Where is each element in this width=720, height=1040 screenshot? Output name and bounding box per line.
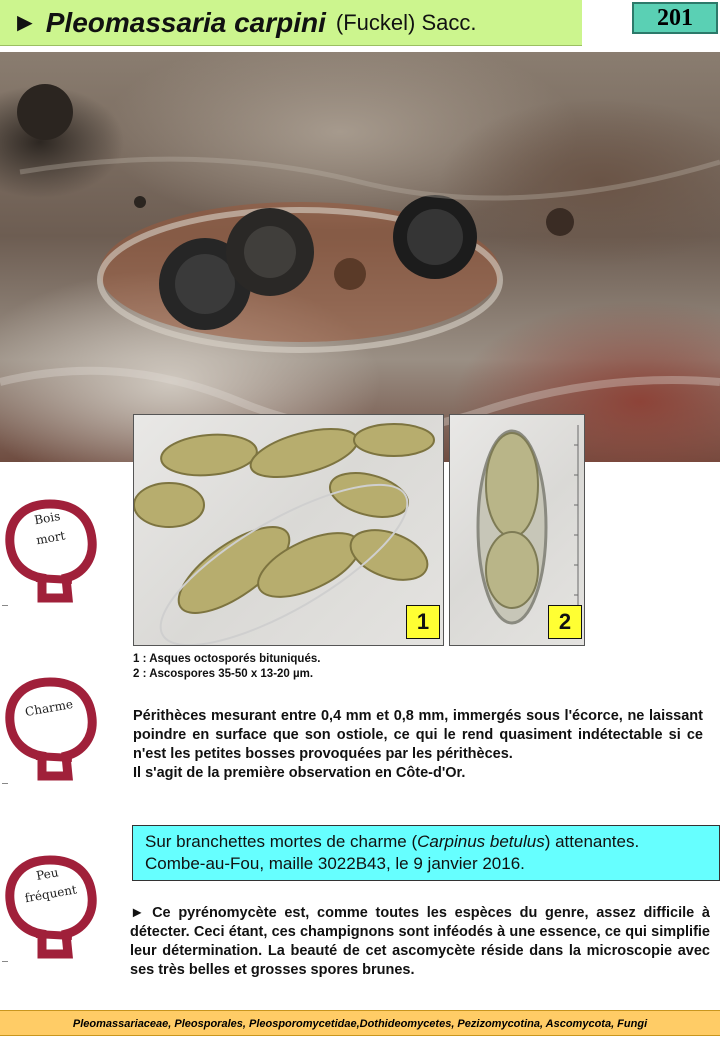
description-paragraph-1: Périthèces mesurant entre 0,4 mm et 0,8 mm, immergés sous l'écorce, ne laissant poindre en surface que son ostiole, ce qui le rend quasiment indétectable si ce n'est les petites bosses provoquées par les périthèces. — [133, 708, 703, 762]
page-number: 201 — [632, 2, 718, 34]
photo-label-1: 1 — [406, 605, 440, 639]
caption-line-1: 1 : Asques octosporés bituniqués. — [133, 653, 321, 665]
stamp-peu-frequent — [2, 854, 98, 966]
stamp-ring-icon — [2, 676, 98, 788]
habitat-box — [132, 825, 720, 881]
bark-illustration — [0, 52, 720, 462]
stamp-text: Peu fréquent — [23, 865, 78, 906]
species-author: (Fuckel) Sacc. — [335, 9, 477, 35]
caption-line-2: 2 : Ascospores 35-50 x 13-20 µm. — [133, 668, 314, 680]
asci-illustration — [134, 415, 444, 646]
habitat-line-1: Sur branchettes mortes de charme (Carpinus betulus) attenantes. — [145, 832, 640, 851]
microscopy-photo-asci — [133, 414, 444, 646]
host-latin-name: Carpinus betulus — [417, 832, 545, 851]
photo-label-2: 2 — [548, 605, 582, 639]
title-bar — [0, 0, 582, 46]
stamp-charme — [2, 676, 98, 788]
description — [133, 707, 703, 783]
photo-caption — [133, 652, 320, 682]
stamp-bois-mort — [2, 498, 98, 610]
habitat-line-2: Combe-au-Fou, maille 3022B43, le 9 janvier 2016. — [145, 854, 525, 873]
species-name: Pleomassaria carpini — [45, 6, 326, 38]
description-paragraph-2: Il s'agit de la première observation en Côte-d'Or. — [133, 765, 466, 781]
stamp-text: Bois mort — [33, 508, 67, 548]
remark-paragraph: ► Ce pyrénomycète est, comme toutes les espèces du genre, assez difficile à détecter. Ceci étant, ces champignons sont inféodés à une essence, ce qui simplifie leur détermination. La beauté de cet ascomycète réside dans la microscopie avec ses très belles et grosses spores brunes. — [130, 905, 710, 978]
stamp-text: Charme — [24, 696, 74, 720]
taxonomy-footer: Pleomassariaceae, Pleosporales, Pleosporomycetidae,Dothideomycetes, Pezizomycotina, Ascomycota, Fungi — [0, 1010, 720, 1036]
microscopy-photo-ascospores — [449, 414, 585, 646]
title-arrow: ► — [12, 7, 38, 37]
main-photo-bark — [0, 52, 720, 462]
